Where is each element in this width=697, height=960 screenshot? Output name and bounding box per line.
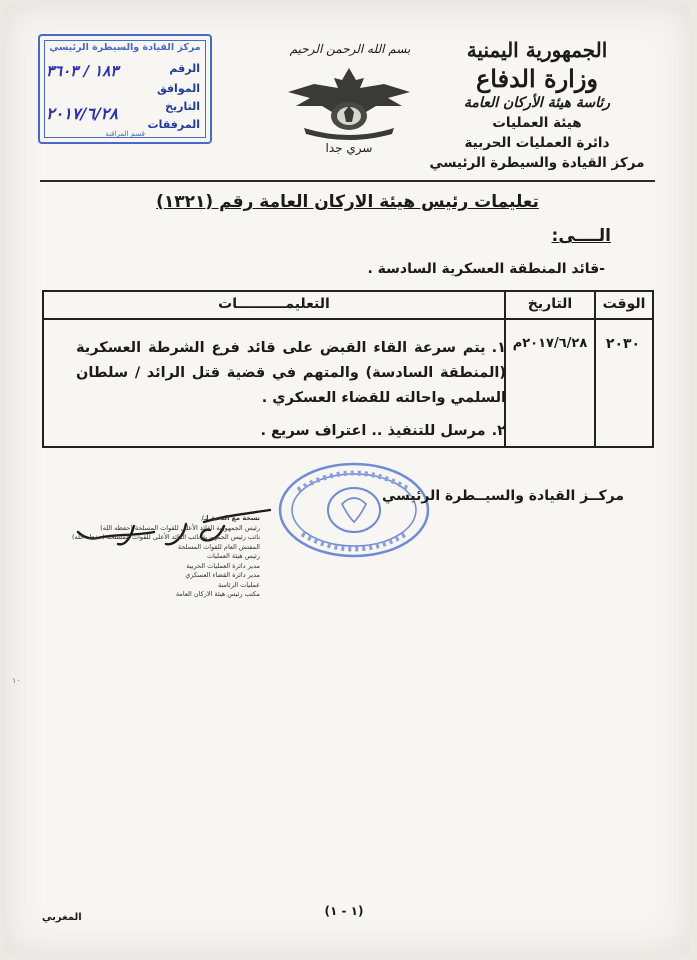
list-item: رئيس الجمهورية القائد الأعلى للقوات المسلحة (حفظه الله) bbox=[100, 523, 260, 532]
row-time: ٢٠٣٠ bbox=[605, 336, 641, 352]
stamp-footer: قسم المراقبة bbox=[105, 130, 145, 138]
list-item: مدير دائرة القضاء العسكري bbox=[185, 571, 260, 579]
header-date: التاريخ bbox=[527, 296, 573, 312]
typist-name: المغربي bbox=[42, 912, 82, 923]
header-instructions: التعليمــــــــــات bbox=[218, 296, 330, 312]
instruction-number: ٢. bbox=[491, 423, 506, 439]
stamp-date-value: ٢٠١٧/٦/٢٨ bbox=[46, 104, 118, 123]
stamp-date-label: التاريخ bbox=[165, 100, 200, 113]
row-date: ٢٠١٧/٦/٢٨م bbox=[512, 336, 588, 351]
document-title-text: تعليمات رئيس هيئة الاركان العامة رقم (١٣٢١) bbox=[156, 192, 539, 212]
list-item: مدير دائرة العمليات الحربية bbox=[186, 561, 260, 570]
instructions-table bbox=[42, 290, 654, 448]
document-page bbox=[4, 4, 691, 954]
classification-label: سري جدا bbox=[325, 141, 373, 155]
presidency-name: رئاسة هيئة الأركان العامة bbox=[463, 95, 611, 111]
signature-block: مركــز القيادة والسيــطرة الرئيسي bbox=[381, 488, 624, 504]
instruction-item bbox=[76, 336, 506, 411]
republic-name: الجمهورية اليمنية bbox=[466, 38, 608, 62]
stamp-ref-row bbox=[142, 62, 200, 75]
header-divider bbox=[40, 180, 655, 182]
center-name: مركز القيادة والسيطرة الرئيسي bbox=[429, 155, 645, 171]
margin-mark: ١٠ bbox=[12, 676, 21, 685]
page-number: (١ - ١) bbox=[324, 904, 364, 918]
reference-stamp bbox=[38, 34, 212, 144]
list-item: عمليات الرئاسة bbox=[217, 580, 260, 589]
stamp-approval-row bbox=[142, 82, 200, 95]
to-label: الــــى: bbox=[551, 226, 611, 246]
col-divider-time bbox=[594, 292, 596, 446]
instruction-text: يتم سرعة القاء القبض على قائد فرع الشرطة العسكرية (المنطقة السادسة) والمتهم في قضية قتل الرائد / سلطان السلمي واحالته للقضاء العسكري . bbox=[76, 340, 506, 406]
recipient: -قائد المنطقة العسكرية السادسة . bbox=[367, 261, 605, 277]
stamp-org: مركز القيادة والسيطرة الرئيسي bbox=[49, 42, 201, 53]
instruction-text: مرسل للتنفيذ .. اعتراف سريع . bbox=[260, 423, 486, 439]
authority-name: هيئة العمليات bbox=[492, 115, 582, 131]
instructions-body bbox=[76, 336, 506, 444]
document-title bbox=[44, 192, 651, 212]
ministry-name: وزارة الدفاع bbox=[475, 64, 599, 93]
list-item: المفتش العام للقوات المسلحة bbox=[177, 542, 260, 551]
department-name: دائرة العمليات الحربية bbox=[464, 135, 610, 151]
distribution-list bbox=[38, 514, 260, 600]
eagle-emblem-icon bbox=[274, 62, 424, 142]
list-item: مكتب رئيس هيئة الاركان العامة bbox=[175, 590, 260, 598]
round-seal-stamp-icon bbox=[276, 460, 432, 560]
instruction-number: ١. bbox=[491, 340, 506, 356]
stamp-ref-value: ١٨٣ / ٣٦٠٣ bbox=[46, 62, 119, 80]
list-item: رئيس هيئة العمليات bbox=[206, 552, 260, 560]
distribution-heading: نسخة مع التحية لـ/ bbox=[201, 514, 260, 522]
stamp-ref-label: الرقم bbox=[169, 62, 200, 75]
stamp-approval-label: الموافق bbox=[156, 82, 200, 95]
stamp-date-row bbox=[142, 100, 200, 113]
letterhead bbox=[427, 38, 647, 171]
list-item: نائب رئيس الجمهورية نائب القائد الأعلى للقوات المسلحة (حفظه الله) bbox=[71, 533, 260, 541]
instruction-item bbox=[76, 419, 506, 444]
header-time: الوقت bbox=[602, 296, 646, 312]
stamp-attachments-label: المرفقات bbox=[147, 118, 200, 131]
basmala: بسم الله الرحمن الرحيم bbox=[289, 42, 411, 56]
